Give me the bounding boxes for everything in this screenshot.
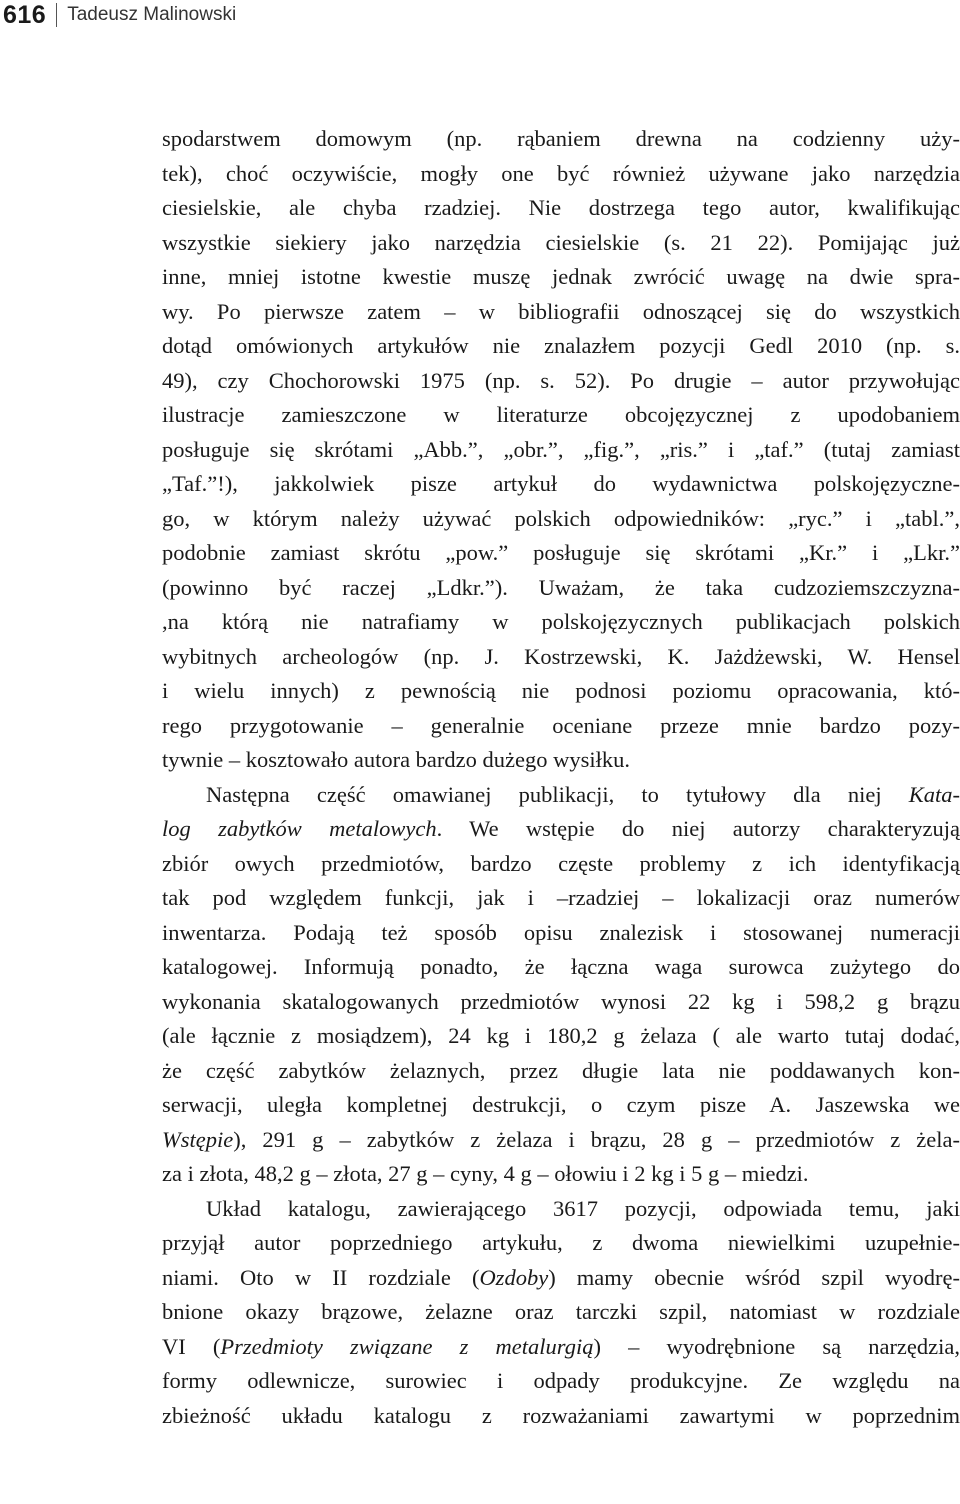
- text-line: [162, 1330, 960, 1365]
- text-segment: katalogowej. Informują ponadto, że łączna waga surowca zużytego do: [162, 954, 960, 979]
- text-line: [162, 1157, 960, 1192]
- text-segment: ) – wyodrębnione są narzędzia,: [593, 1333, 960, 1359]
- text-line: [162, 1364, 960, 1399]
- text-segment: że część zabytków żelaznych, przez długie lata nie poddawanych kon-: [162, 1057, 960, 1083]
- text-line: [162, 778, 960, 813]
- text-segment: niami. Oto w II rozdziale (: [162, 1264, 480, 1290]
- text-line: [162, 1226, 960, 1261]
- text-segment: ), 291 g – zabytków z żelaza i brązu, 28 g – przedmiotów z żela-: [233, 1126, 960, 1152]
- text-segment: serwacji, uległa kompletnej destrukcji, o czym pisze A. Jaszewska we: [162, 1092, 960, 1117]
- text-segment: zbiór owych przedmiotów, bardzo częste problemy z ich identyfikacją: [162, 850, 960, 876]
- body-text: [162, 122, 960, 1433]
- text-line: [162, 916, 960, 951]
- text-segment: dotąd omówionych artykułów nie znalazłem pozycji Gedl 2010 (np. s.: [162, 333, 960, 358]
- text-segment: Układ katalogu, zawierającego 3617 pozycji, odpowiada temu, jaki: [206, 1195, 960, 1221]
- text-line: [162, 536, 960, 571]
- text-segment: przyjął autor poprzedniego artykułu, z dwoma niewielkimi uzupełnie-: [162, 1230, 960, 1255]
- text-line: [162, 467, 960, 502]
- text-segment: tywnie – kosztowało autora bardzo dużego wysiłku.: [162, 747, 631, 772]
- running-header-author: Tadeusz Malinowski: [67, 4, 237, 25]
- text-line: [162, 502, 960, 537]
- text-line: [162, 1295, 960, 1330]
- italic-segment: log zabytków metalowych: [162, 816, 437, 841]
- text-line: [162, 571, 960, 606]
- text-line: [162, 1054, 960, 1089]
- text-segment: formy odlewnicze, surowiec i odpady produkcyjne. Ze względu na: [162, 1368, 960, 1393]
- text-line: [162, 364, 960, 399]
- text-segment: . We wstępie do niej autorzy charakteryzują: [436, 816, 960, 841]
- text-segment: go, w którym należy używać polskich odpowiedników: „ryc.” i „tabl.”,: [162, 505, 960, 531]
- text-segment: spodarstwem domowym (np. rąbaniem drewna na codzienny uży-: [162, 126, 960, 151]
- text-line: [162, 881, 960, 916]
- text-segment: za i złota, 48,2 g – złota, 27 g – cyny, 4 g – ołowiu i 2 kg i 5 g – miedzi.: [162, 1161, 809, 1186]
- text-segment: 49), czy Chochorowski 1975 (np. s. 52). Po drugie – autor przywołując: [162, 367, 960, 393]
- text-segment: wszystkie siekiery jako narzędzia ciesielskie (s. 21 22). Pomijając już: [162, 229, 960, 255]
- text-line: [162, 847, 960, 882]
- text-segment: tek), choć oczywiście, mogły one być również używane jako narzędzia: [162, 160, 960, 186]
- page-number: 616: [3, 0, 47, 29]
- text-line: [162, 640, 960, 675]
- text-segment: (ale łącznie z mosiądzem), 24 kg i 180,2 g żelaza ( ale warto tutaj dodać,: [162, 1023, 960, 1048]
- text-segment: tak pod względem funkcji, jak i –rzadziej – lokalizacji oraz numerów: [162, 885, 960, 910]
- text-segment: ilustracje zamieszczone w literaturze obcojęzycznej z upodobaniem: [162, 402, 960, 427]
- text-line: [162, 743, 960, 778]
- text-segment: ,na którą nie natrafiamy w polskojęzycznych publikacjach polskich: [162, 609, 960, 634]
- text-segment: ciesielskie, ale chyba rzadziej. Nie dostrzega tego autor, kwalifikując: [162, 195, 960, 220]
- text-line: [162, 260, 960, 295]
- text-line: [162, 295, 960, 330]
- text-segment: wybitnych archeologów (np. J. Kostrzewski, K. Jażdżewski, W. Hensel: [162, 643, 960, 669]
- text-segment: wy. Po pierwsze zatem – w bibliografii odnoszącej się do wszystkich: [162, 298, 960, 324]
- text-line: [162, 433, 960, 468]
- text-line: [162, 709, 960, 744]
- text-line: [162, 674, 960, 709]
- italic-segment: Kata-: [908, 781, 960, 807]
- text-line: [162, 398, 960, 433]
- text-segment: „Taf.”!), jakkolwiek pisze artykuł do wydawnictwa polskojęzyczne-: [162, 471, 960, 496]
- header-divider: [56, 3, 57, 27]
- text-segment: i wielu innych) z pewnością nie podnosi poziomu opracowania, któ-: [162, 678, 960, 703]
- text-segment: rego przygotowanie – generalnie oceniane przeze mnie bardzo pozy-: [162, 712, 960, 738]
- text-segment: VI (: [162, 1333, 221, 1359]
- text-segment: bnione okazy brązowe, żelazne oraz tarczki szpil, natomiast w rozdziale: [162, 1299, 960, 1324]
- text-segment: ) mamy obecnie wśród szpil wyodrę-: [548, 1264, 960, 1290]
- text-line: [162, 1019, 960, 1054]
- text-segment: inne, mniej istotne kwestie muszę jednak zwrócić uwagę na dwie spra-: [162, 264, 960, 289]
- text-line: [162, 157, 960, 192]
- text-segment: posługuje się skrótami „Abb.”, „obr.”, „fig.”, „ris.” i „taf.” (tutaj zamiast: [162, 436, 960, 462]
- italic-segment: Wstępie: [162, 1126, 234, 1152]
- text-segment: podobnie zamiast skrótu „pow.” posługuje się skrótami „Kr.” i „Lkr.”: [162, 540, 960, 565]
- text-line: [162, 191, 960, 226]
- italic-segment: Ozdoby: [479, 1264, 549, 1290]
- text-line: [162, 1192, 960, 1227]
- page-header: [0, 0, 236, 30]
- text-segment: zbieżność układu katalogu z rozważaniami zawartymi w poprzednim: [162, 1402, 960, 1428]
- text-line: [162, 812, 960, 847]
- italic-segment: Przedmioty związane z metalurgią: [220, 1333, 594, 1359]
- text-line: [162, 950, 960, 985]
- text-line: [162, 226, 960, 261]
- text-line: [162, 329, 960, 364]
- text-line: [162, 985, 960, 1020]
- text-line: [162, 605, 960, 640]
- text-line: [162, 1399, 960, 1434]
- text-line: [162, 1088, 960, 1123]
- text-segment: wykonania skatalogowanych przedmiotów wynosi 22 kg i 598,2 g brązu: [162, 988, 960, 1014]
- text-segment: inwentarza. Podają też sposób opisu znalezisk i stosowanej numeracji: [162, 919, 960, 945]
- text-line: [162, 122, 960, 157]
- text-line: [162, 1261, 960, 1296]
- text-line: [162, 1123, 960, 1158]
- text-segment: (powinno być raczej „Ldkr.”). Uważam, że taka cudzoziemszczyzna-: [162, 574, 960, 600]
- text-segment: Następna część omawianej publikacji, to tytułowy dla niej: [206, 781, 909, 807]
